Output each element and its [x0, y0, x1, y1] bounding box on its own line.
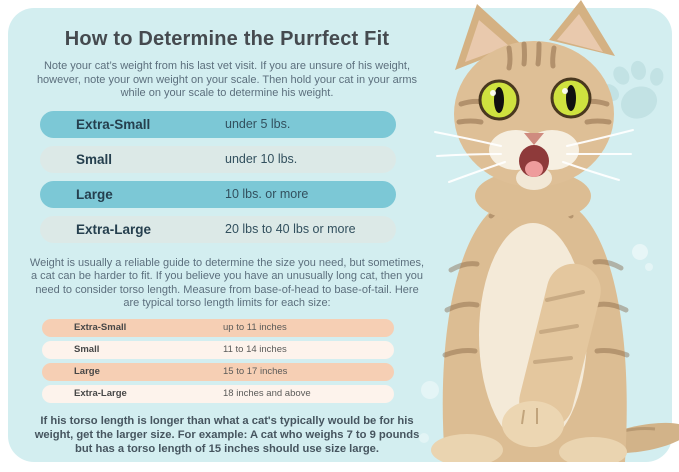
size-label: Extra-Large	[74, 388, 127, 399]
size-value: up to 11 inches	[223, 322, 287, 333]
table-row	[40, 146, 396, 173]
intro-paragraph: Note your cat’s weight from his last vet visit. If you are unsure of his weight, however, note your own weight on your scale. Then hold your cat in your arms while on your scale to determine his weight.	[36, 60, 418, 99]
size-value: 15 to 17 inches	[223, 366, 288, 377]
size-label: Extra-Large	[76, 221, 152, 237]
table-row	[42, 319, 394, 337]
torso-note-paragraph: Weight is usually a reliable guide to determine the size you need, but sometimes, a cat can be harder to fit. If you believe you have an unusually long cat, then you need to consider torso length. Measure from base-of-head to base-of-tail. Here are typical torso length limits for each size:	[29, 256, 425, 309]
size-label: Extra-Small	[76, 116, 151, 132]
footer-note-paragraph: If his torso length is longer than what a cat's typically would be for his weight, get the larger size. For example: A cat who weighs 7 to 9 pounds but has a torso length of 15 inches should use size large.	[34, 414, 420, 455]
table-row	[40, 111, 396, 138]
size-value: 10 lbs. or more	[225, 187, 309, 201]
table-row	[42, 385, 394, 403]
size-value: under 10 lbs.	[225, 152, 298, 166]
size-label: Extra-Small	[74, 322, 127, 333]
size-label: Small	[76, 151, 113, 167]
size-value: 11 to 14 inches	[223, 344, 287, 355]
size-value: 18 inches and above	[223, 388, 311, 399]
page-title: How to Determine the Purrfect Fit	[64, 28, 390, 50]
size-label: Large	[74, 366, 100, 377]
torso-length-table	[42, 319, 394, 403]
table-row	[42, 363, 394, 381]
table-row	[42, 341, 394, 359]
cat-illustration	[421, 0, 679, 462]
text-column	[22, 8, 432, 456]
table-row	[40, 181, 396, 208]
size-label: Large	[76, 186, 113, 202]
weight-size-table	[40, 111, 396, 243]
size-value: 20 lbs to 40 lbs or more	[225, 222, 356, 236]
table-row	[40, 216, 396, 243]
size-value: under 5 lbs.	[225, 117, 291, 131]
cat-mouth	[519, 145, 549, 177]
size-label: Small	[74, 344, 100, 355]
